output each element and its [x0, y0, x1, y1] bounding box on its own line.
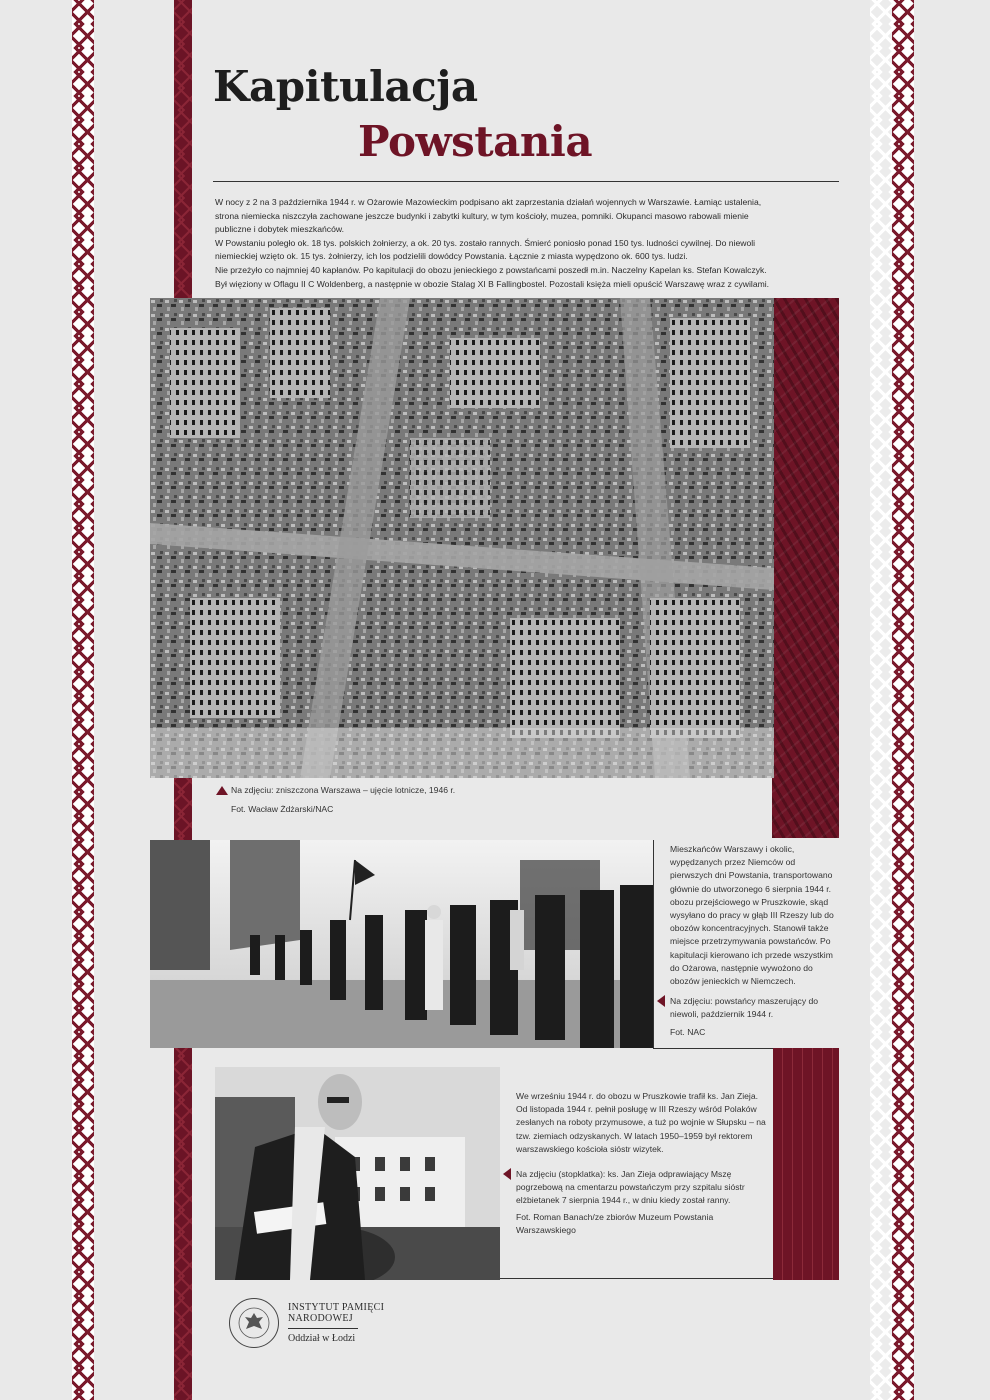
title-divider	[213, 181, 839, 182]
marching-insurgents-image	[150, 840, 653, 1048]
aerial-ruins-photo	[150, 298, 774, 778]
title-line-1: Kapitulacja	[213, 62, 478, 111]
right-ornament-border	[892, 0, 914, 1400]
institute-name-line1: INSTYTUT PAMIĘCI	[288, 1302, 385, 1313]
priest-image	[215, 1067, 500, 1280]
branch-name: Oddział w Łodzi	[288, 1333, 356, 1344]
photo3-credit: Fot. Roman Banach/ze zbiorów Muzeum Powstania Warszawskiego	[516, 1212, 714, 1236]
marching-insurgents-photo	[150, 840, 653, 1048]
photo2-caption: Na zdjęciu: powstańcy maszerujący do niewoli, październik 1944 r.	[670, 996, 819, 1020]
photo2-credit: Fot. NAC	[670, 1027, 706, 1037]
intro-text	[215, 196, 780, 291]
footer-rule	[288, 1328, 358, 1329]
text-box-left-rule	[653, 840, 654, 1048]
photo2-bottom-rule	[653, 1048, 773, 1049]
photo3-caption: Na zdjęciu (stopklatka): ks. Jan Zieja odprawiający Mszę pogrzebową na cmentarzu powstańczym przy szpitalu sióstr elżbietanek 7 sierpnia 1944 r., w dniu kiedy został ranny.	[516, 1169, 745, 1206]
photo1-credit: Fot. Wacław Żdżarski/NAC	[231, 804, 334, 814]
photo2-text-box	[670, 843, 840, 988]
red-stripe-band	[773, 1048, 839, 1280]
institute-name	[288, 1302, 384, 1324]
photo3-bottom-rule	[500, 1278, 773, 1279]
photo3-text-box	[516, 1090, 766, 1156]
photo3-description: We wrześniu 1944 r. do obozu w Pruszkowie trafił ks. Jan Zieja. Od listopada 1944 r. pełnił posługę w III Rzeszy wśród Polaków zesłanych na roboty przymusowe, a tuż po wojnie w Słupsku – na tzw. ziemiach odzyskanych. W latach 1950–1959 był rektorem warszawskiego kościoła sióstr wizytek.	[516, 1091, 766, 1154]
eagle-emblem-icon	[230, 1299, 278, 1347]
caption-pointer-icon	[657, 995, 665, 1007]
left-ornament-border	[72, 0, 94, 1400]
title-line-2: Powstania	[358, 117, 593, 166]
priest-photo	[215, 1067, 500, 1280]
right-light-ornament-border	[870, 0, 892, 1400]
institute-name-line2: NARODOWEJ	[288, 1313, 353, 1324]
ipn-seal-logo	[229, 1298, 279, 1348]
photo2-description: Mieszkańców Warszawy i okolic, wypędzanych przez Niemców od pierwszych dni Powstania, transportowano głównie do utworzonego 6 sierpnia 1944 r. obozu przejściowego w Pruszkowie, skąd wysyłano do pracy w głąb III Rzeszy lub do obozów koncentracyjnych. Stanowił także miejsce przetrzymywania powstańców. Po kapitulacji kierowano ich przede wszystkim do Ożarowa, następnie wywożono do obozów jenieckich w Niemczech.	[670, 844, 834, 987]
intro-paragraph: W Powstaniu poległo ok. 18 tys. polskich żołnierzy, a ok. 20 tys. zostało rannych. Śmierć poniosło ponad 150 tys. ludności cywilnej. Do niewoli niemieckiej wzięto ok. 15 tys. żołnierzy, ich los podzielili dowódcy Powstania. Łącznie z miasta wypędzono ok. 600 tys. ludzi.	[215, 237, 756, 262]
photo1-caption: Na zdjęciu: zniszczona Warszawa – ujęcie lotnicze, 1946 r.	[231, 785, 456, 795]
intro-paragraph: W nocy z 2 na 3 października 1944 r. w Ożarowie Mazowieckim podpisano akt zaprzestania działań wojennych w Warszawie. Łamiąc ustalenia, strona niemiecka niszczyła zachowane jeszcze budynki i zabytki kultury, w tym kościoły, muzea, pomniki. Okupanci masowo rabowali mienie publiczne i dobytek mieszkańców.	[215, 197, 762, 235]
caption-pointer-icon	[216, 786, 228, 795]
aerial-ruins-image	[150, 298, 774, 778]
red-texture-band	[772, 298, 839, 838]
intro-paragraph: Nie przeżyło co najmniej 40 kapłanów. Po kapitulacji do obozu jenieckiego z powstańcami poszedł m.in. Naczelny Kapelan ks. Stefan Kowalczyk. Był więziony w Oflagu II C Woldenberg, a następnie w obozie Stalag XI B Fallingbostel. Pozostali księża mieli opuścić Warszawę wraz z cywilami.	[215, 264, 770, 289]
caption-pointer-icon	[503, 1168, 511, 1180]
